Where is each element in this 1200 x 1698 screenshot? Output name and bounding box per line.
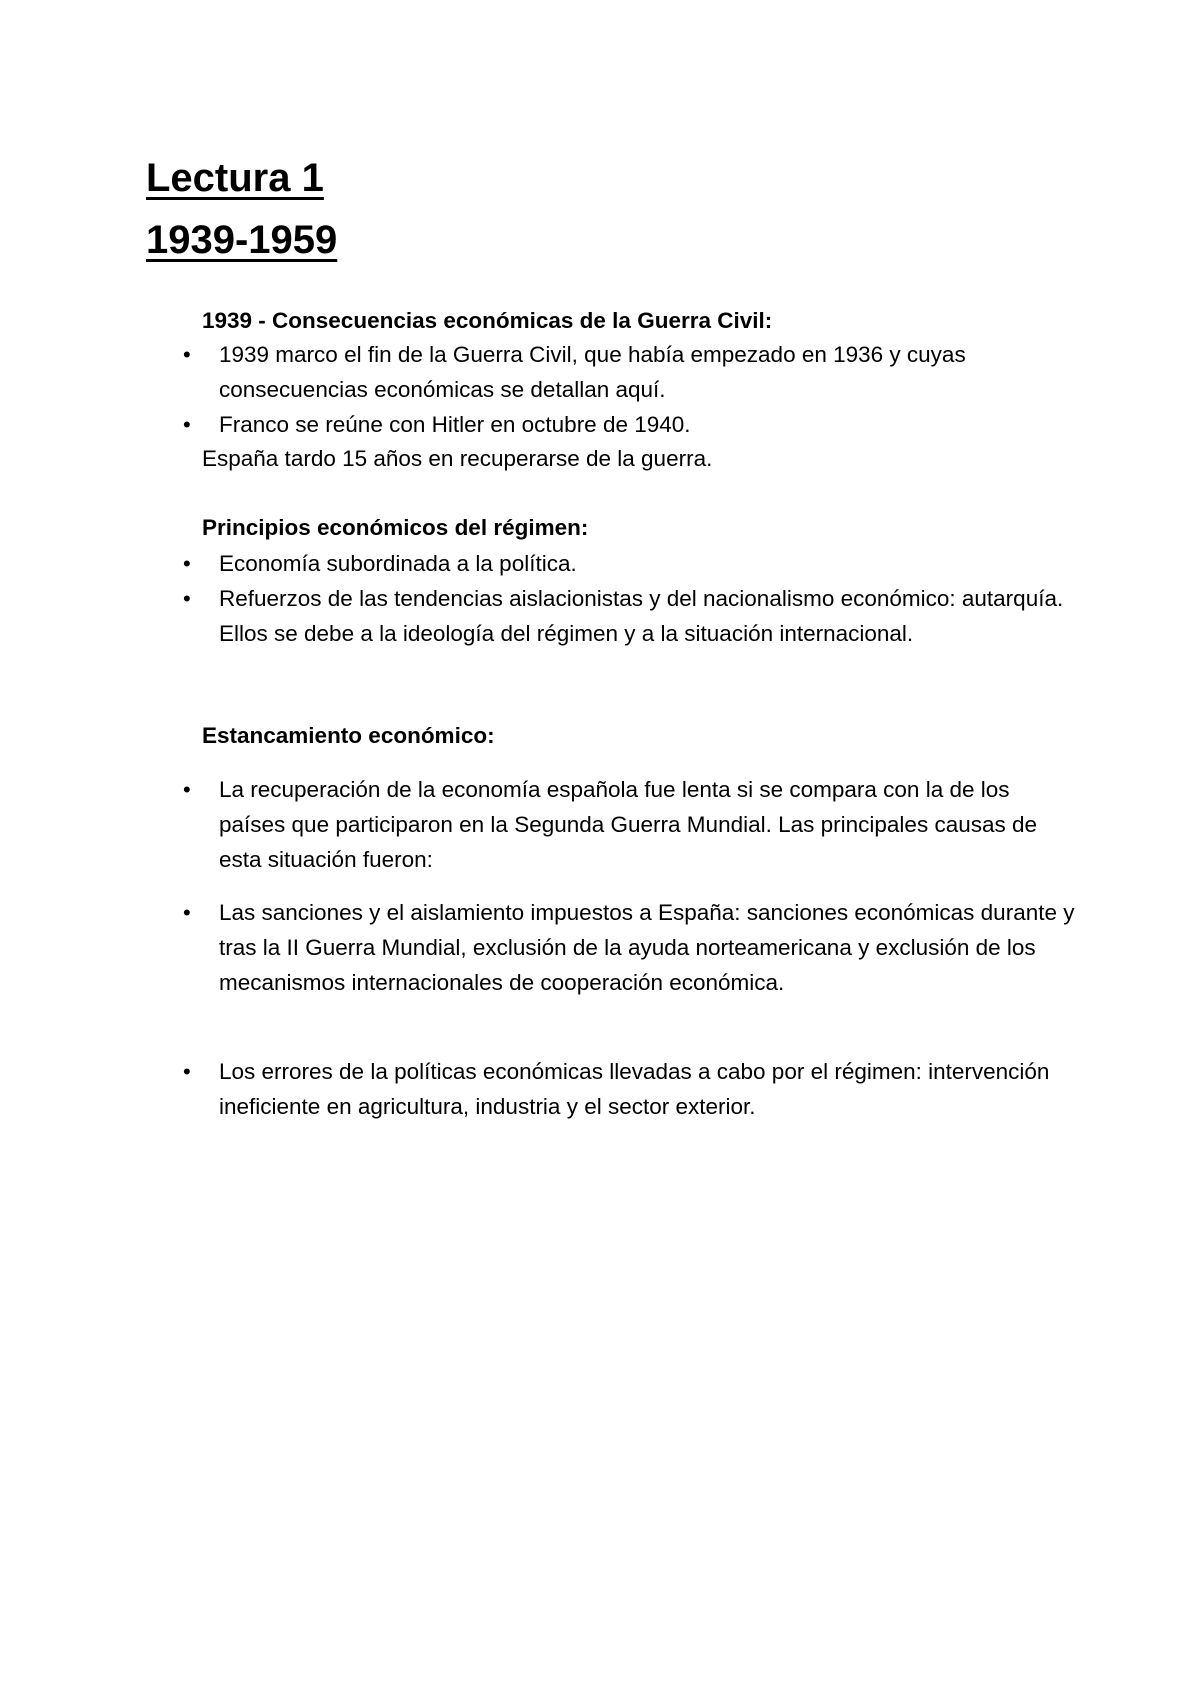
list-item: Las sanciones y el aislamiento impuestos a España: sanciones económicas durante y tras la II Guerra Mundial, exclusión de la ayuda norteamericana y exclusión de los mecanismos internacionales de cooperación económica. xyxy=(219,900,1075,995)
title-lectura: Lectura 1 xyxy=(146,156,324,200)
bullet-icon: • xyxy=(183,900,191,925)
section-heading-consecuencias: 1939 - Consecuencias económicas de la Guerra Civil: xyxy=(202,308,773,333)
bullet-icon: • xyxy=(183,586,191,611)
bullet-icon: • xyxy=(183,551,191,576)
list-item: 1939 marco el fin de la Guerra Civil, que había empezado en 1936 y cuyas consecuencias económicas se detallan aquí. xyxy=(219,342,966,402)
bullet-icon: • xyxy=(183,342,191,367)
bullet-icon: • xyxy=(183,777,191,802)
bullet-icon: • xyxy=(183,1059,191,1084)
bullet-icon: • xyxy=(183,412,191,437)
section-heading-estancamiento: Estancamiento económico: xyxy=(202,723,495,748)
section-heading-principios: Principios económicos del régimen: xyxy=(202,515,589,540)
title-years: 1939-1959 xyxy=(146,218,338,262)
list-item: Franco se reúne con Hitler en octubre de 1940. xyxy=(219,412,691,437)
list-item: Refuerzos de las tendencias aislacionistas y del nacionalismo económico: autarquía. Ellos se debe a la ideología del régimen y a la situación internacional. xyxy=(219,586,1064,646)
list-item: Los errores de la políticas económicas llevadas a cabo por el régimen: intervención ineficiente en agricultura, industria y el sector exterior. xyxy=(219,1059,1050,1119)
list-item: Economía subordinada a la política. xyxy=(219,551,577,576)
list-item: La recuperación de la economía española fue lenta si se compara con la de los países que participaron en la Segunda Guerra Mundial. Las principales causas de esta situación fueron: xyxy=(219,777,1038,872)
section-note: España tardo 15 años en recuperarse de la guerra. xyxy=(202,446,713,471)
